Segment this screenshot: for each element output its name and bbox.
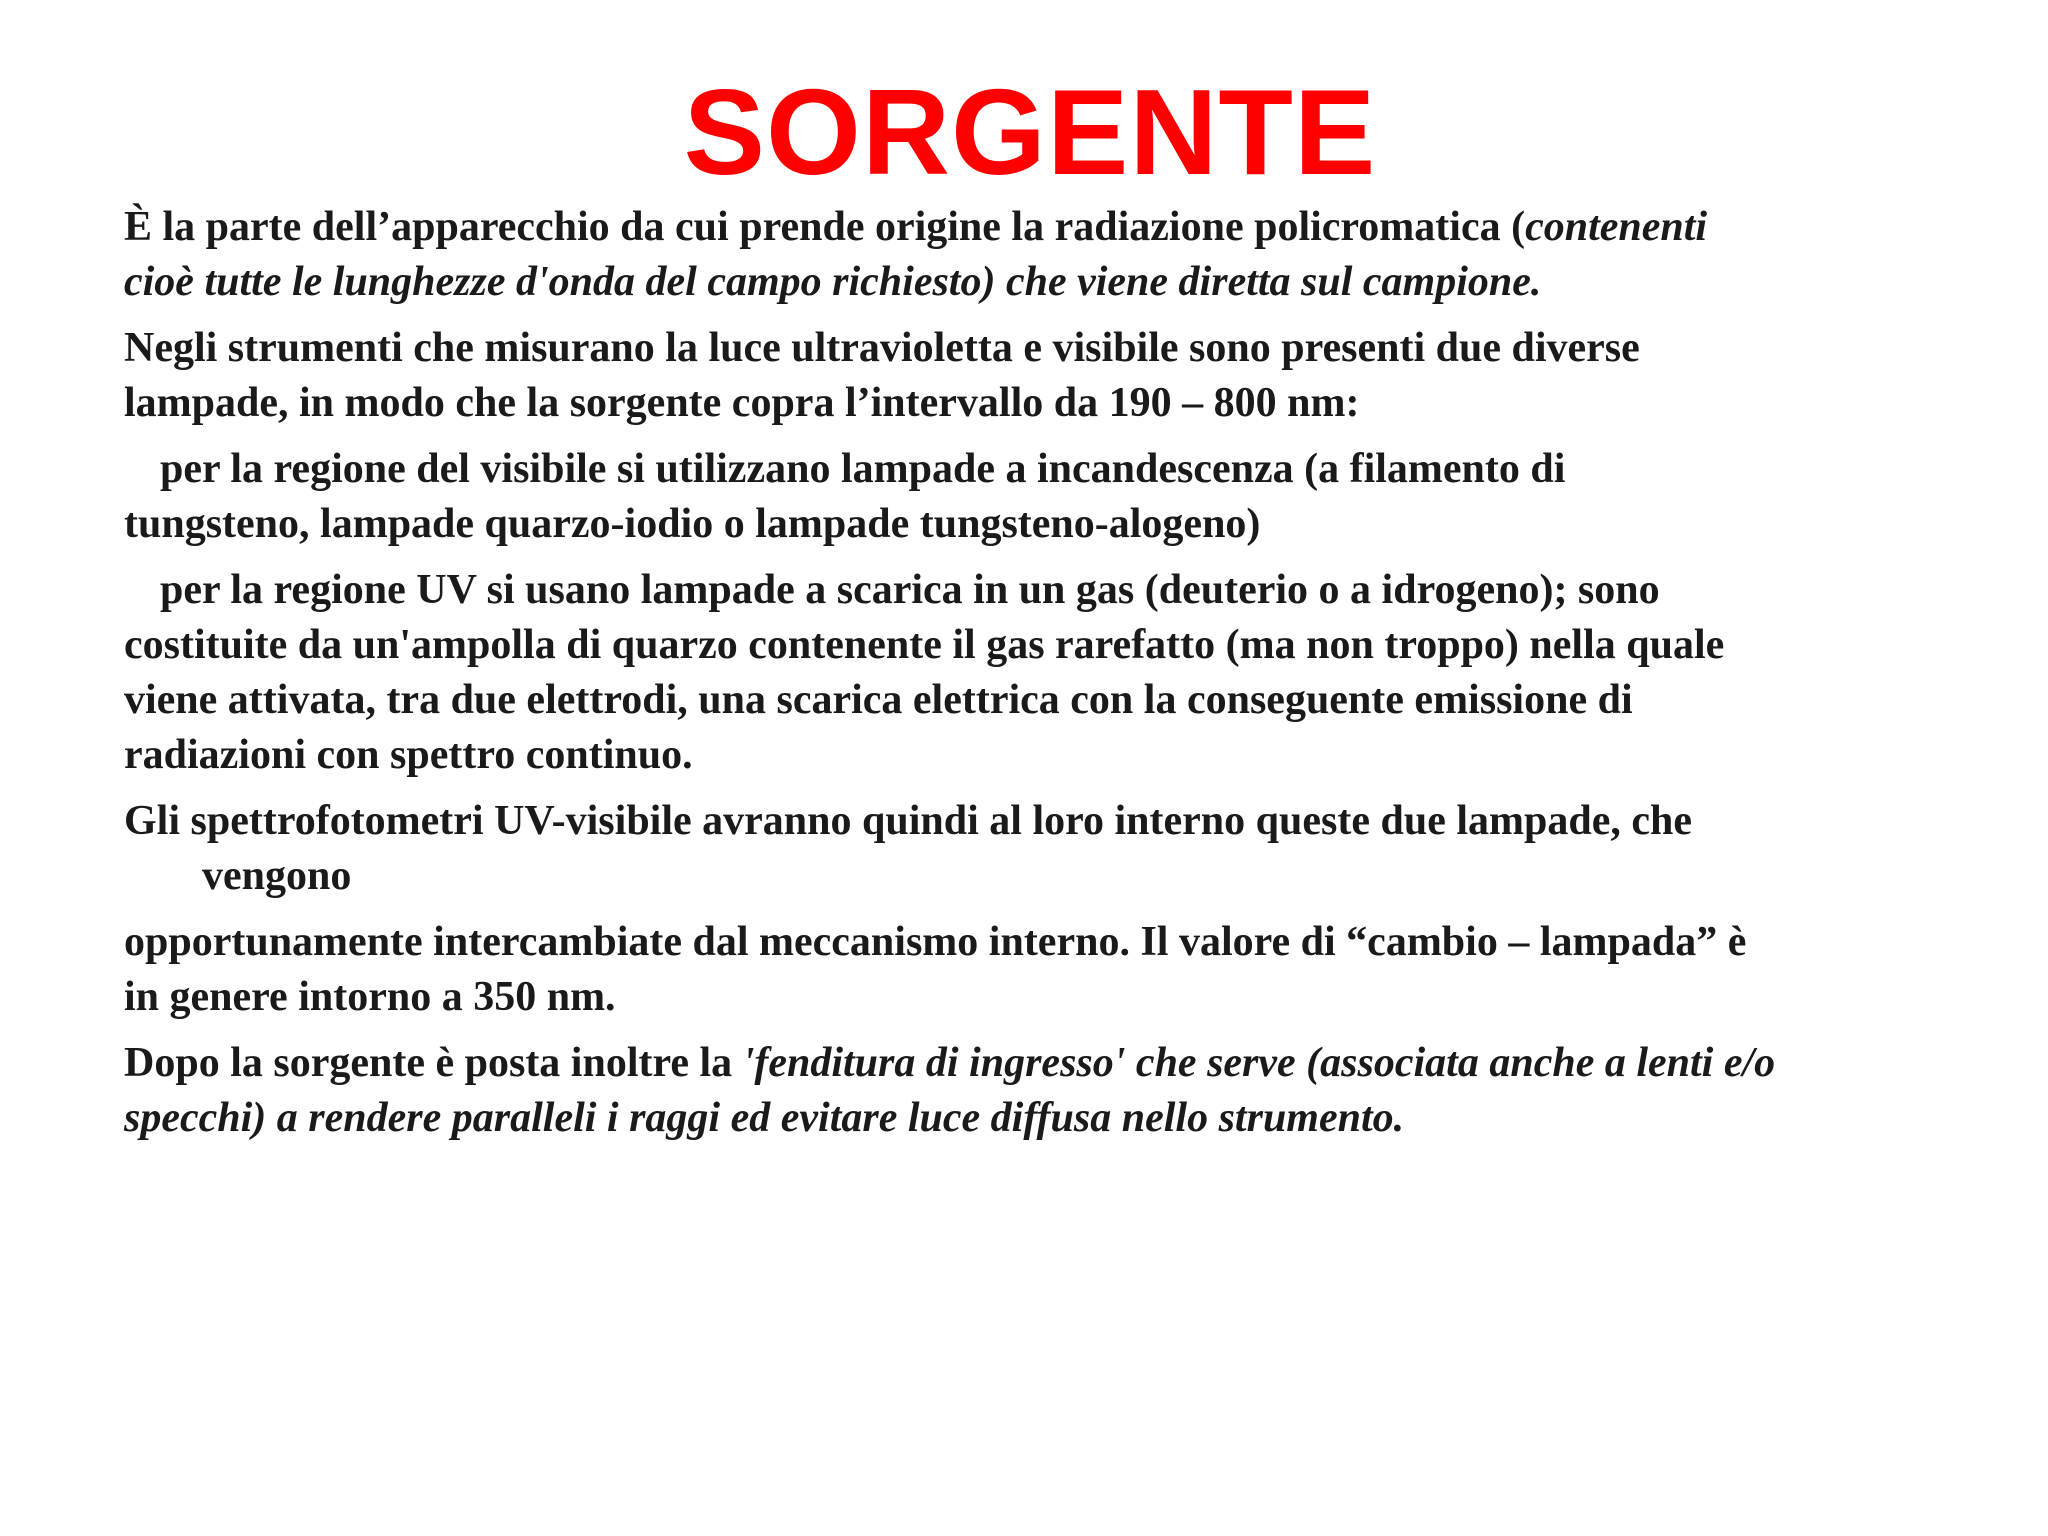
- italic-text: contenenti: [1525, 204, 1708, 250]
- text-line: Gli spettrofotometri UV-visibile avranno quindi al loro interno queste due lampade, che: [124, 798, 1693, 844]
- text-line: radiazioni con spettro continuo.: [124, 732, 693, 778]
- text-line: [124, 1036, 1954, 1091]
- slide-title: SORGENTE: [683, 64, 1377, 200]
- paragraph-definition: [124, 200, 1954, 310]
- paragraph-visible-region: [124, 442, 1954, 552]
- text-line: costituite da un'ampolla di quarzo contenente il gas rarefatto (ma non troppo) nella quale: [124, 622, 1725, 668]
- paragraph-spectrophotometers: [124, 794, 1954, 904]
- text-line: in genere intorno a 350 nm.: [124, 974, 616, 1020]
- text-span: È la parte dell’apparecchio da cui prende origine la radiazione policromatica (: [124, 204, 1526, 250]
- text-line: Negli strumenti che misurano la luce ultravioletta e visibile sono presenti due diverse: [124, 325, 1640, 371]
- text-line: [124, 200, 1954, 255]
- text-line: per la regione del visibile si utilizzano lampade a incandescenza (a filamento di: [160, 446, 1566, 492]
- text-line: per la regione UV si usano lampade a scarica in un gas (deuterio o a idrogeno); sono: [160, 567, 1660, 613]
- slide-body: [124, 200, 1954, 1157]
- text-line: viene attivata, tra due elettrodi, una scarica elettrica con la conseguente emissione di: [124, 677, 1633, 723]
- text-line: vengono: [202, 853, 352, 899]
- italic-text-line: cioè tutte le lunghezze d'onda del campo richiesto) che viene diretta sul campione.: [124, 259, 1542, 305]
- text-line: tungsteno, lampade quarzo-iodio o lampade tungsteno-alogeno): [124, 501, 1261, 547]
- text-line: opportunamente intercambiate dal meccanismo interno. Il valore di “cambio – lampada” è: [124, 919, 1747, 965]
- text-line: lampade, in modo che la sorgente copra l’intervallo da 190 – 800 nm:: [124, 380, 1360, 426]
- text-span: Dopo la sorgente è posta inoltre la: [124, 1040, 743, 1086]
- italic-text-line: specchi) a rendere paralleli i raggi ed evitare luce diffusa nello strumento.: [124, 1095, 1405, 1141]
- paragraph-entrance-slit: [124, 1036, 1954, 1146]
- paragraph-lamp-switch: [124, 915, 1954, 1025]
- paragraph-lamps: [124, 321, 1954, 431]
- paragraph-uv-region: [124, 563, 1954, 783]
- italic-text: 'fenditura di ingresso' che serve (associata anche a lenti e/o: [742, 1040, 1776, 1086]
